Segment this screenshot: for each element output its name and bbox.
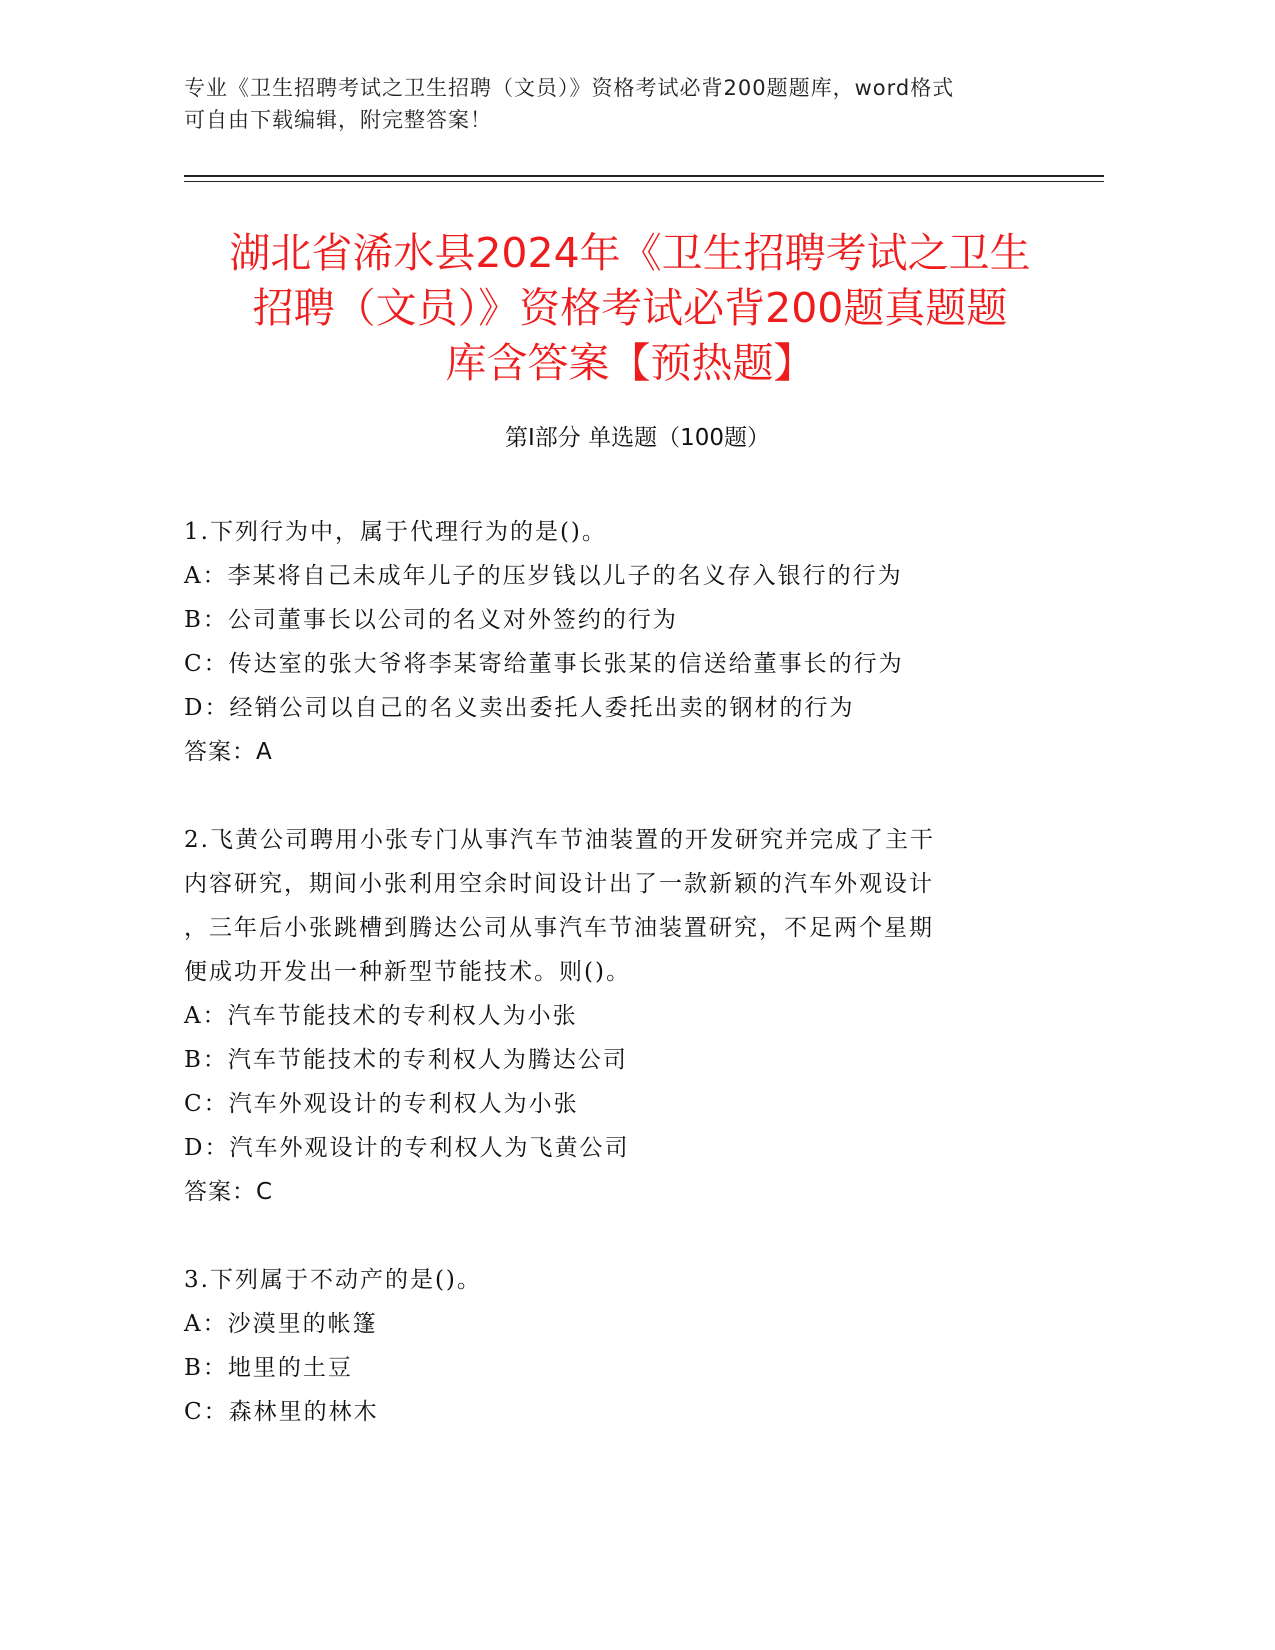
- option-c: C：汽车外观设计的专利权人为小张: [184, 1091, 579, 1117]
- option-d: D：汽车外观设计的专利权人为飞黄公司: [184, 1135, 630, 1161]
- stem-line: ，三年后小张跳槽到腾达公司从事汽车节油装置研究，不足两个星期: [184, 915, 934, 941]
- option-b: B：汽车节能技术的专利权人为腾达公司: [184, 1047, 628, 1073]
- question-stem: 1.下列行为中，属于代理行为的是()。: [184, 519, 607, 545]
- question-list: [184, 510, 1064, 1478]
- header-rule-thin: [184, 181, 1104, 182]
- header-rule-thick: [184, 175, 1104, 177]
- option-a: A：李某将自己未成年儿子的压岁钱以儿子的名义存入银行的行为: [184, 563, 903, 589]
- option-b: B：公司董事长以公司的名义对外签约的行为: [184, 607, 678, 633]
- question-1: [184, 510, 1064, 774]
- header-line-1: 专业《卫生招聘考试之卫生招聘（文员）》资格考试必背200题题库，word格式: [184, 76, 955, 100]
- document-header: [184, 72, 1064, 136]
- option-b: B：地里的土豆: [184, 1355, 353, 1381]
- document-title: [170, 226, 1090, 391]
- question-3: [184, 1258, 1064, 1434]
- question-stem: [184, 818, 1064, 994]
- option-d: D：经销公司以自己的名义卖出委托人委托出卖的钢材的行为: [184, 695, 855, 721]
- stem-line: 2.飞黄公司聘用小张专门从事汽车节油装置的开发研究并完成了主干: [184, 827, 935, 853]
- question-2: [184, 818, 1064, 1214]
- answer: 答案：C: [184, 1179, 274, 1205]
- section-heading: 第Ⅰ部分 单选题（100题）: [505, 425, 770, 451]
- title-line-3: 库含答案【预热题】: [445, 339, 815, 387]
- question-stem: 3.下列属于不动产的是()。: [184, 1267, 482, 1293]
- option-c: C：森林里的林木: [184, 1399, 379, 1425]
- option-a: A：汽车节能技术的专利权人为小张: [184, 1003, 578, 1029]
- stem-line: 便成功开发出一种新型节能技术。则()。: [184, 959, 631, 985]
- option-c: C：传达室的张大爷将李某寄给董事长张某的信送给董事长的行为: [184, 651, 904, 677]
- answer: 答案：A: [184, 739, 273, 765]
- title-line-2: 招聘（文员）》资格考试必背200题真题题: [252, 284, 1008, 332]
- option-a: A：沙漠里的帐篷: [184, 1311, 378, 1337]
- header-line-2: 可自由下载编辑，附完整答案！: [184, 108, 492, 132]
- stem-line: 内容研究，期间小张利用空余时间设计出了一款新颖的汽车外观设计: [184, 871, 934, 897]
- title-line-1: 湖北省浠水县2024年《卫生招聘考试之卫生: [229, 229, 1031, 277]
